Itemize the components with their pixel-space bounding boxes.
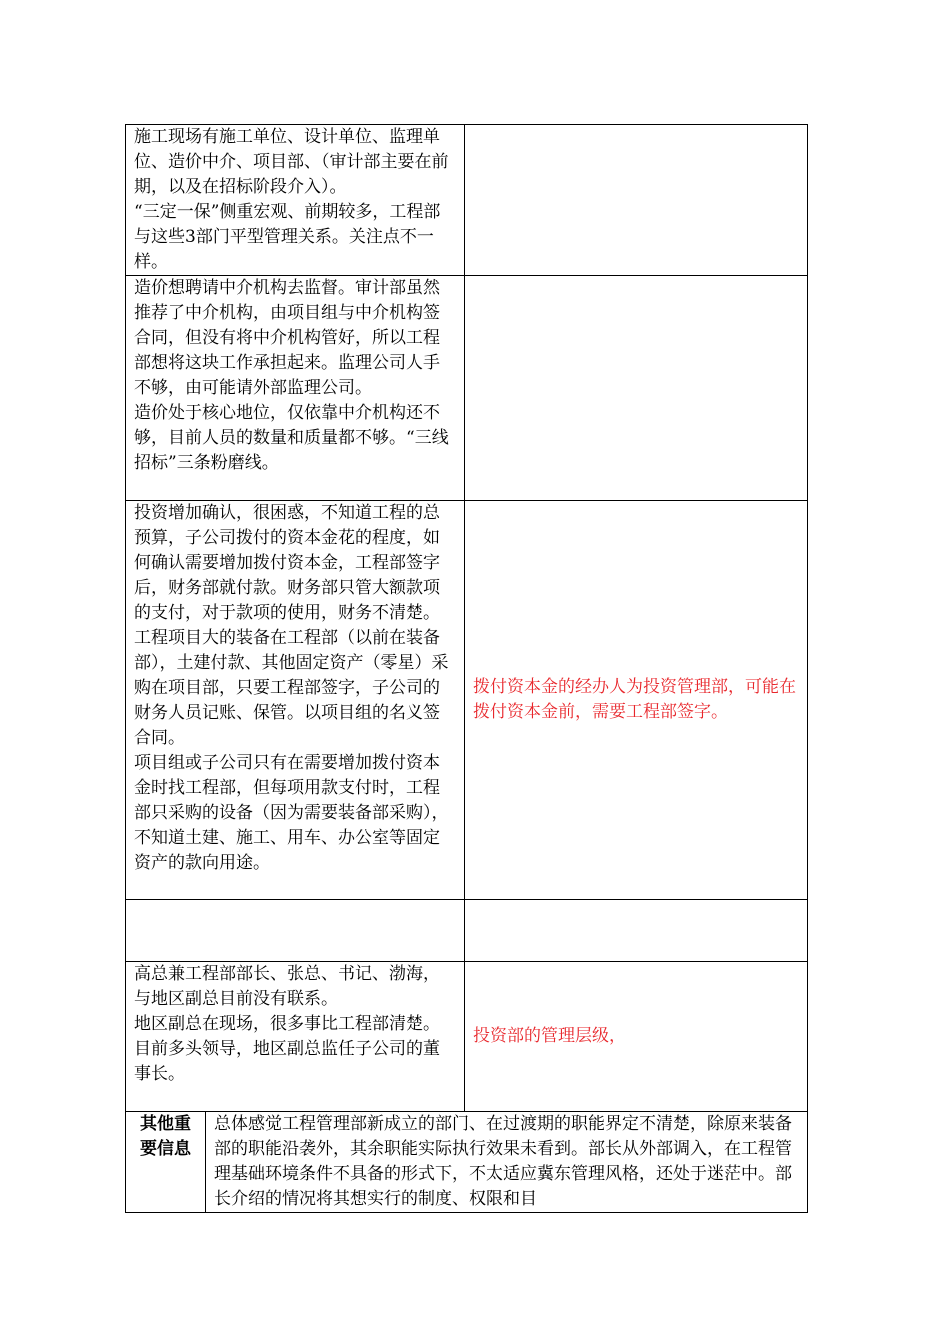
table-row (126, 501, 808, 900)
table-row (126, 962, 808, 1112)
table-row (126, 125, 808, 276)
interview-notes-table (125, 124, 808, 1213)
notes-cell (126, 276, 465, 501)
table-row-other-info (126, 1112, 808, 1213)
note-paragraph: 投资增加确认，很困惑，不知道工程的总预算，子公司拨付的资本金花的程度，如何确认需要增加拨付资本金，工程部签字后，财务部就付款。财务部只管大额款项的支付，对于款项的使用，财务不清楚。 (134, 503, 440, 623)
notes-cell (126, 501, 465, 900)
comment-cell: 拨付资本金的经办人为投资管理部，可能在拨付资本金前，需要工程部签字。 (465, 501, 808, 900)
table-row (126, 276, 808, 501)
note-paragraph: 地区副总在现场，很多事比工程部清楚。 (134, 1014, 440, 1034)
note-paragraph: 施工现场有施工单位、设计单位、监理单位、造价中介、项目部、（审计部主要在前期，以及在招标阶段介入）。 (134, 127, 449, 197)
note-paragraph: 目前多头领导，地区副总监任子公司的董事长。 (134, 1039, 440, 1084)
comment-cell (465, 125, 808, 276)
other-info-text: 总体感觉工程管理部新成立的部门、在过渡期的职能界定不清楚，除原来装备部的职能沿袭外，其余职能实际执行效果未看到。部长从外部调入，在工程管理基础环境条件不具备的形式下，不太适应冀东管理风格，还处于迷茫中。部长介绍的情况将其想实行的制度、权限和目 (206, 1112, 808, 1213)
note-paragraph: 高总兼工程部部长、张总、书记、渤海，与地区副总目前没有联系。 (134, 964, 440, 1009)
comment-cell (465, 900, 808, 962)
note-paragraph: 工程项目大的装备在工程部（以前在装备部），土建付款、其他固定资产（零星）采购在项目部，只要工程部签字，子公司的财务人员记账、保管。以项目组的名义签合同。 (134, 628, 449, 748)
note-paragraph: 项目组或子公司只有在需要增加拨付资本金时找工程部，但每项用款支付时，工程部只采购的设备（因为需要装备部采购），不知道土建、施工、用车、办公室等固定资产的款向用途。 (134, 753, 449, 873)
note-paragraph: 造价想聘请中介机构去监督。审计部虽然推荐了中介机构，由项目组与中介机构签合同，但没有将中介机构管好，所以工程部想将这块工作承担起来。监理公司人手不够，由可能请外部监理公司。 (134, 278, 440, 398)
note-paragraph: “三定一保”侧重宏观、前期较多，工程部与这些3部门平型管理关系。关注点不一样。 (134, 202, 441, 272)
table-row (126, 900, 808, 962)
comment-cell (465, 276, 808, 501)
comment-cell: 投资部的管理层级， (465, 962, 808, 1112)
notes-cell (126, 125, 465, 276)
note-paragraph: 造价处于核心地位，仅依靠中介机构还不够，目前人员的数量和质量都不够。“三线招标”三条粉磨线。 (134, 403, 449, 473)
notes-cell-empty (126, 900, 465, 962)
notes-cell (126, 962, 465, 1112)
other-info-label: 其他重要信息 (126, 1112, 206, 1213)
